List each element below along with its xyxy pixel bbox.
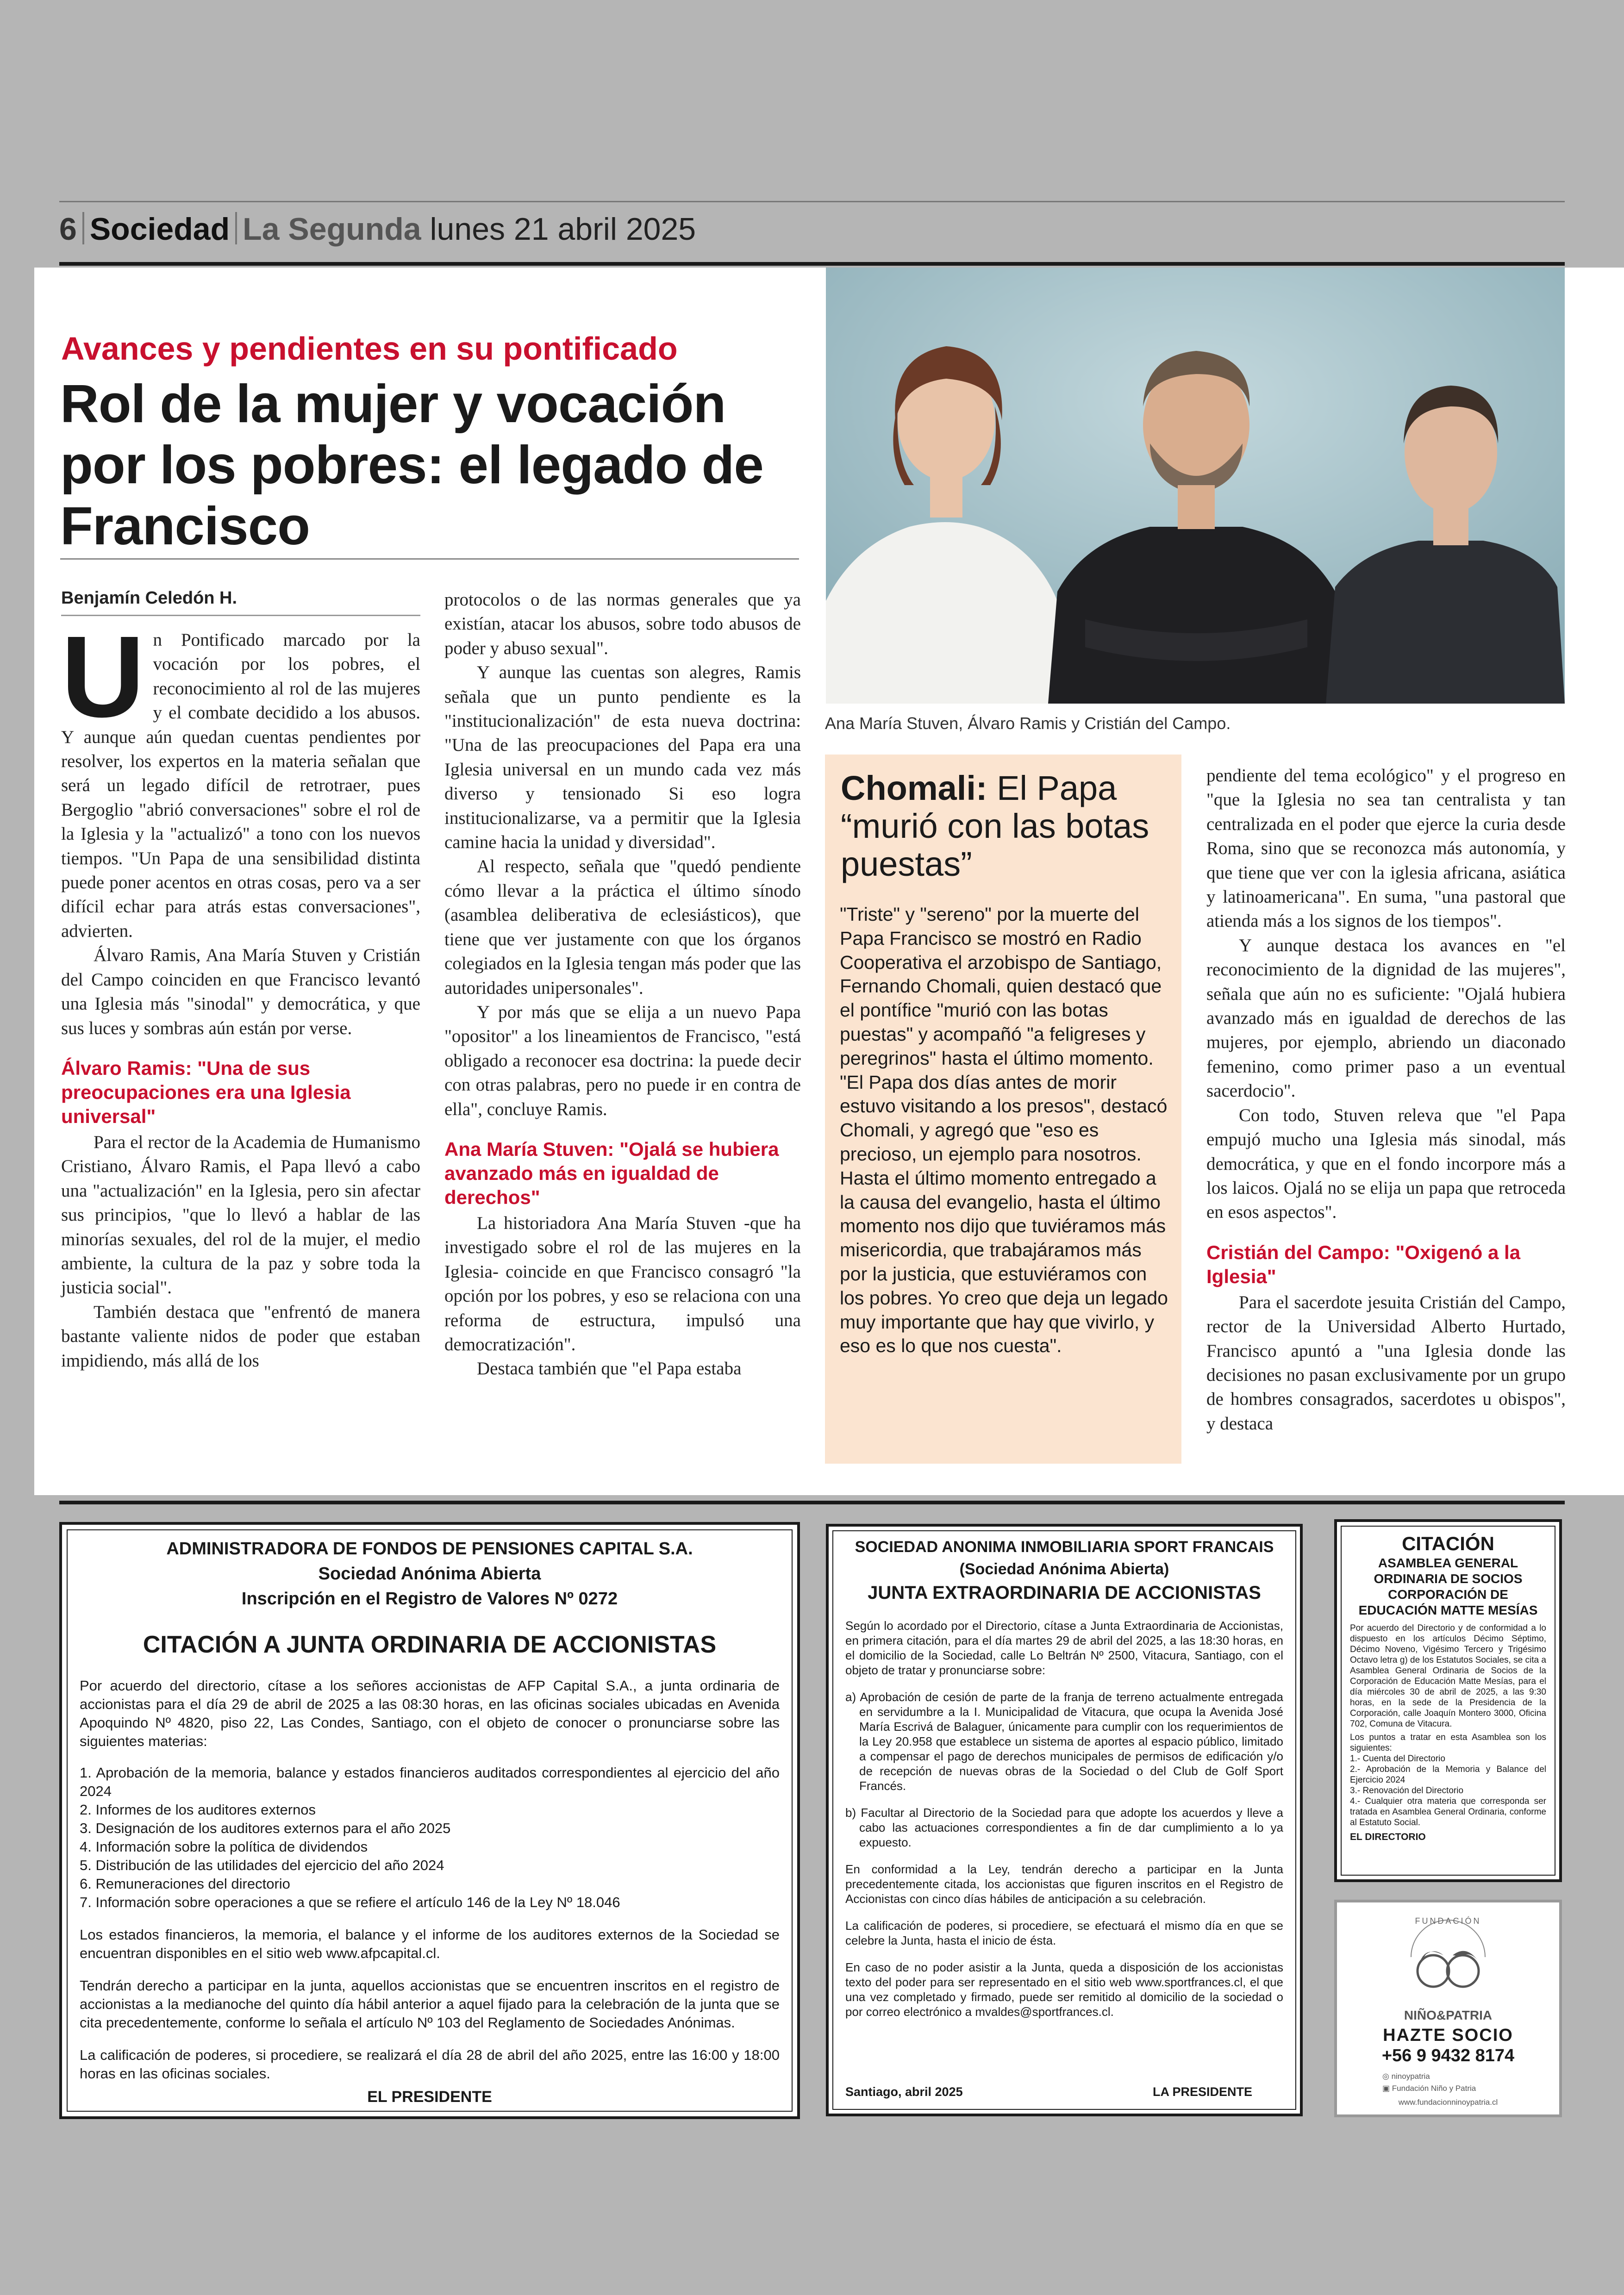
ad2-paragraph: La calificación de poderes, si procediere, se efectuará el mismo día en que se celebre la Junta, hasta el inicio de ésta. [845,1919,1283,1947]
ad3-item: 3.- Renovación del Directorio [1350,1786,1464,1796]
ad2-item-b: b) Facultar al Directorio de la Sociedad para que adopte los acuerdos y lleve a cabo las actuaciones correspondientes a fin de dar cumplimiento a lo ya expuesto. [845,1806,1283,1849]
ad1-registry: Inscripción en el Registro de Valores Nº 0272 [241,1589,618,1609]
issue-date: lunes 21 abril 2025 [430,212,696,247]
matte-mesias-notice [1334,1519,1562,1882]
sidebar-title-rest: El Papa “murió con las botas puestas” [841,769,1149,883]
subheading-ramis: Álvaro Ramis: "Una de sus preocupaciones era una Iglesia universal" [61,1057,351,1127]
article-paragraph: Al respecto, señala que "quedó pendiente cómo llevar a la práctica el último sínodo (asamblea deliberativa de eclesiásticos), que tiene que ver justamente con que los órganos colegiados en la Iglesia tengan más poder que las autoridades unipersonales". [444,856,801,998]
article-paragraph: Con todo, Stuven releva que "el Papa empujó mucho una Iglesia más sinodal, más democrática, y que en el fondo incorpore más a los laicos. Ojalá no se elija un papa que retroceda en esos aspectos". [1206,1105,1566,1222]
ad1-items [80,1764,780,1912]
paragraph-text: n Pontificado marcado por la vocación por los pobres, el reconocimiento al rol de las mujeres y el combate decidido a los abusos. Y aunque aún quedan cuentas pendientes por resolver, los expertos en la materia señalan que será un legado difícil de retrotraer, pues Bergoglio "abrió conversaciones" sobre el rol de la Iglesia y la "actualizó" a tono con los nuevos tiempos. "Un Papa de una sensibilidad distinta puede poner acentos en otras cosas, pero va a ser difícil echar para atrás estas conversaciones", advierten. [61,630,420,941]
portrait-photo-illustration [826,268,1565,704]
ad3-subtitle: ASAMBLEA GENERAL ORDINARIA DE SOCIOS CORPORACIÓN DE EDUCACIÓN MATTE MESÍAS [1358,1556,1538,1617]
sidebar-body: "Triste" y "sereno" por la muerte del Papa Francisco se mostró en Radio Cooperativa el arzobispo de Santiago, Fernando Chomali, quien destacó que el pontífice "murió con las botas puestas" y acompañó "a feligreses y peregrinos" hasta el último momento. "El Papa dos días antes de morir estuvo visitando a los presos", destacó Chomali, y agregó que "eso es precioso, un ejemplo para nosotros. Hasta el último momento entregado a la causa del evangelio, hasta el último momento nos dijo que tuviéramos más misericordia, que trabajáramos más por la justicia, que estuviéramos con los pobres. Yo creo que deja un legado muy importante que hay que vivirlo, y eso es lo que nos cuesta". [840,904,1168,1357]
article-paragraph: Y por más que se elija a un nuevo Papa "opositor" a los lineamientos de Francisco, "está obligado a reconocer esa doctrina: la puede decir con otras palabras, pero no puede ir en contra de ella", concluye Ramis. [444,1002,801,1119]
ad4-web: www.fundacionninoypatria.cl [1398,2098,1498,2107]
ad3-lead: Los puntos a tratar en esta Asamblea son los siguientes: [1350,1733,1546,1753]
ad2-type: (Sociedad Anónima Abierta) [959,1560,1169,1578]
ad1-item: 1. Aprobación de la memoria, balance y estados financieros auditados correspondientes al ejercicio del año 2024 [80,1765,780,1799]
article-photo [826,268,1565,704]
article-headline: Rol de la mujer y vocación por los pobres: el legado de Francisco [60,374,763,556]
fundacion-nino-patria-ad [1334,1900,1562,2117]
sidebar-title [841,769,1169,883]
photo-caption: Ana María Stuven, Álvaro Ramis y Cristián del Campo. [825,714,1231,733]
ad1-item: 5. Distribución de las utilidades del ejercicio del año 2024 [80,1857,444,1873]
ad1-paragraph: Tendrán derecho a participar en la junta, aquellos accionistas que se encuentren inscritos en el registro de accionistas a la medianoche del quinto día hábil anterior a aquel fijado para la celebración de la junta que se cita precedentemente, conforme lo señala el artículo Nº 103 del Reglamento de Sociedades Anónimas. [80,1977,780,2031]
masthead-separator [82,212,84,244]
ad1-body [80,1677,780,2106]
masthead [59,208,696,250]
top-rule [59,201,1565,202]
fundacion-logo-icon [1397,1915,1499,2008]
ad4-phone: +56 9 9432 8174 [1381,2046,1515,2065]
sport-francais-notice [826,1524,1303,2116]
article-column-1 [61,585,420,1373]
ad1-title: CITACIÓN A JUNTA ORDINARIA DE ACCIONISTAS [143,1631,717,1658]
ad2-org: SOCIEDAD ANONIMA INMOBILIARIA SPORT FRANCAIS [855,1538,1274,1556]
ad1-item: 2. Informes de los auditores externos [80,1802,316,1818]
ad3-item: 2.- Aprobación de la Memoria y Balance del Ejercicio 2024 [1350,1765,1546,1785]
ad1-intro: Por acuerdo del directorio, cítase a los señores accionistas de AFP Capital S.A., a junta ordinaria de accionistas para el día 29 de abril de 2025 a las 08:30 horas, en las oficinas sociales ubicadas en Avenida Apoquindo Nº 4820, piso 22, Las Condes, Santiago, con el objeto de conocer o pronunciarse sobre las siguientes materias: [80,1678,780,1749]
ad1-item: 7. Información sobre operaciones a que se refiere el artículo 146 de la Ley Nº 18.046 [80,1894,620,1910]
afp-capital-notice [59,1522,800,2119]
article-paragraph: Destaca también que "el Papa estaba [477,1359,742,1379]
ad2-intro: Según lo acordado por el Directorio, cítase a Junta Extraordinaria de Accionistas, en primera citación, para el día martes 29 de abril del 2025, a las 18:30 horas, en el domicilio de la Sociedad, calle Lo Beltrán Nº 2500, Vitacura, Santiago, con el objeto de tratar y pronunciarse sobre: [845,1619,1283,1677]
publication-name: La Segunda [243,212,421,247]
ad1-item: 6. Remuneraciones del directorio [80,1876,290,1892]
article-paragraph: También destaca que "enfrentó de manera bastante valiente nidos de poder que estaban impidiendo, más allá de los [61,1302,420,1371]
instagram-icon: ◎ [1382,2072,1392,2081]
ad3-item: 4.- Cualquier otra materia que corresponda ser tratada en Asamblea General Ordinaria, conforme al Estatuto Social. [1350,1796,1546,1827]
article-paragraph: Y aunque destaca los avances en "el reconocimiento de la dignidad de las mujeres", señala que aún no es suficiente: "Ojalá hubiera avanzado más en igualdad de derechos de las mujeres, por ejemplo, abriendo un diaconado femenino, como primer paso a un eventual sacerdocio". [1206,935,1566,1101]
ad3-body [1350,1623,1546,1842]
section-name: Sociedad [89,212,230,247]
masthead-rule [59,262,1565,266]
article-paragraph: Y aunque las cuentas son alegres, Ramis señala que un punto pendiente es la "institucionalización" de esta nueva doctrina: "Una de las preocupaciones del Papa era una Iglesia universal en un mundo cada vez más diverso y tensionado Si eso logra institucionalizarse, va a permitir que la Iglesia camine hacia la unidad y diversidad". [444,662,801,853]
masthead-separator [235,212,237,244]
ad3-title: CITACIÓN [1402,1533,1494,1554]
ad3-item: 1.- Cuenta del Directorio [1350,1754,1445,1764]
article-paragraph: pendiente del tema ecológico" y el progreso en "que la Iglesia no sea tan centralista y tan centralizada en el poder que ejerce la curia desde Roma, sino que se reconozca más autonomía, y que tiene que ver con la iglesia africana, asiática y latinoamericana". En suma, "una pastoral que atienda más a los signos de los tiempos". [1206,766,1566,931]
article-paragraph: Álvaro Ramis, Ana María Stuven y Cristián del Campo coinciden en que Francisco levantó una Iglesia más "sinodal" y democrática, y que sus luces y sombras aún están por verse. [61,945,420,1038]
ad1-paragraph: Los estados financieros, la memoria, el balance y el informe de los auditores externos de la Sociedad se encuentran disponibles en el sitio web www.afpcapital.cl. [80,1927,780,1961]
ad1-org: ADMINISTRADORA DE FONDOS DE PENSIONES CAPITAL S.A. [166,1539,693,1559]
ad2-title: JUNTA EXTRAORDINARIA DE ACCIONISTAS [868,1583,1261,1603]
ad3-paragraph: Por acuerdo del Directorio y de conformidad a lo dispuesto en los artículos Décimo Séptimo, Décimo Noveno, Vigésimo Tercero y Trigésimo Octavo letra g) de los Estatutos Sociales, se cita a Asamblea General Ordinaria de Socios de la Corporación de Educación Matte Mesías, para el día miércoles 30 de abril de 2025, a las 9:30 horas, en la sede de la Presidencia de la Corporación, calle Joaquín Montero 3000, Oficina 702, Comuna de Vitacura. [1350,1623,1546,1729]
ad4-fundacion: FUNDACIÓN [1415,1916,1481,1926]
ad4-cta: HAZTE SOCIO [1383,2026,1513,2045]
drop-cap: U [61,612,145,741]
ad2-paragraph: En caso de no poder asistir a la Junta, queda a disposición de los accionistas texto del poder para ser representado en el sitio web www.sportfrances.cl, el que una vez completado y firmado, puede ser remitido al domicilio de la sociedad o por correo electrónico a mvaldes@sportfrances.cl. [845,1960,1283,2019]
article-paragraph: La historiadora Ana María Stuven -que ha investigado sobre el rol de las mujeres en la Iglesia- coincide en que Francisco consagró "la opción por los pobres, y eso se relaciona con una reforma de estructura, impulsó una democratización". [444,1213,801,1354]
subheading-del-campo: Cristián del Campo: "Oxigenó a la Iglesia" [1206,1241,1521,1287]
subheading-stuven: Ana María Stuven: "Ojalá se hubiera avanzado más en igualdad de derechos" [444,1138,779,1208]
ad1-type: Sociedad Anónima Abierta [318,1564,541,1584]
ad1-paragraph: La calificación de poderes, si procediere, se realizará el día 28 de abril del año 2025, entre las 16:00 y 18:00 horas en las oficinas sociales. [80,2047,780,2082]
ad4-name: NIÑO&PATRIA [1404,2008,1493,2022]
ad2-paragraph: En conformidad a la Ley, tendrán derecho a participar en la Junta precedentemente citada, los accionistas que figuren inscritos en el Registro de Accionistas con cinco días hábiles de anticipación a su celebración. [845,1862,1283,1906]
ad4-instagram-handle: ninoypatria [1391,2072,1430,2081]
chomali-sidebar-box [825,755,1181,1464]
ad2-signature: LA PRESIDENTE [1153,2085,1253,2099]
ad1-item: 4. Información sobre la política de dividendos [80,1839,368,1855]
ad1-item: 3. Designación de los auditores externos para el año 2025 [80,1820,451,1836]
ad2-place: Santiago, abril 2025 [845,2085,963,2099]
article-column-2 [444,588,801,1381]
ad4-facebook [1382,2084,1476,2093]
byline: Benjamín Celedón H. [61,585,420,616]
sidebar-title-bold: Chomali: [841,769,987,807]
facebook-icon: ▣ [1382,2084,1392,2093]
ad4-instagram [1382,2072,1430,2081]
article-paragraph: protocolos o de las normas generales que ya existían, atacar los abusos, sobre todo abusos de poder y abuso sexual". [444,590,801,658]
ad2-body [845,1618,1283,2019]
ad1-signature: EL PRESIDENTE [367,2088,492,2106]
page-number: 6 [59,212,77,247]
ads-rule [59,1501,1565,1504]
ad4-facebook-handle: Fundación Niño y Patria [1392,2084,1476,2093]
ad3-signature: EL DIRECTORIO [1350,1832,1426,1842]
article-paragraph [61,612,420,943]
article-kicker: Avances y pendientes en su pontificado [61,331,678,367]
article-paragraph: Para el rector de la Academia de Humanismo Cristiano, Álvaro Ramis, el Papa llevó a cabo una "actualización" en la Iglesia, pero sin afectar sus principios, "que lo llevó a hablar de las minorías sexuales, del rol de la mujer, el medio ambiente, la cultura de la paz y sobre toda la justicia social". [61,1132,420,1298]
article-paragraph: Para el sacerdote jesuita Cristián del Campo, rector de la Universidad Alberto Hurtado, Francisco apuntó a "una Iglesia donde las decisiones no pasan exclusivamente por un grupo de hombres consagrados, sacerdotes u obispos", y destaca [1206,1292,1566,1434]
headline-rule [60,558,799,560]
ad2-item-a: a) Aprobación de cesión de parte de la franja de terreno actualmente entregada en servidumbre a la I. Municipalidad de Vitacura, que ocupa la Avenida José María Escrivá de Balaguer, únicamente para cumplir con los requerimientos de la Ley 20.958 que establece un sistema de aportes al espacio público, limitado a compensar el pago de derechos municipales de permisos de edificación y/o de recepción de nuevas obras de la Sociedad o del Club de Golf Sport Francés. [845,1690,1283,1793]
article-column-3 [1206,764,1566,1436]
